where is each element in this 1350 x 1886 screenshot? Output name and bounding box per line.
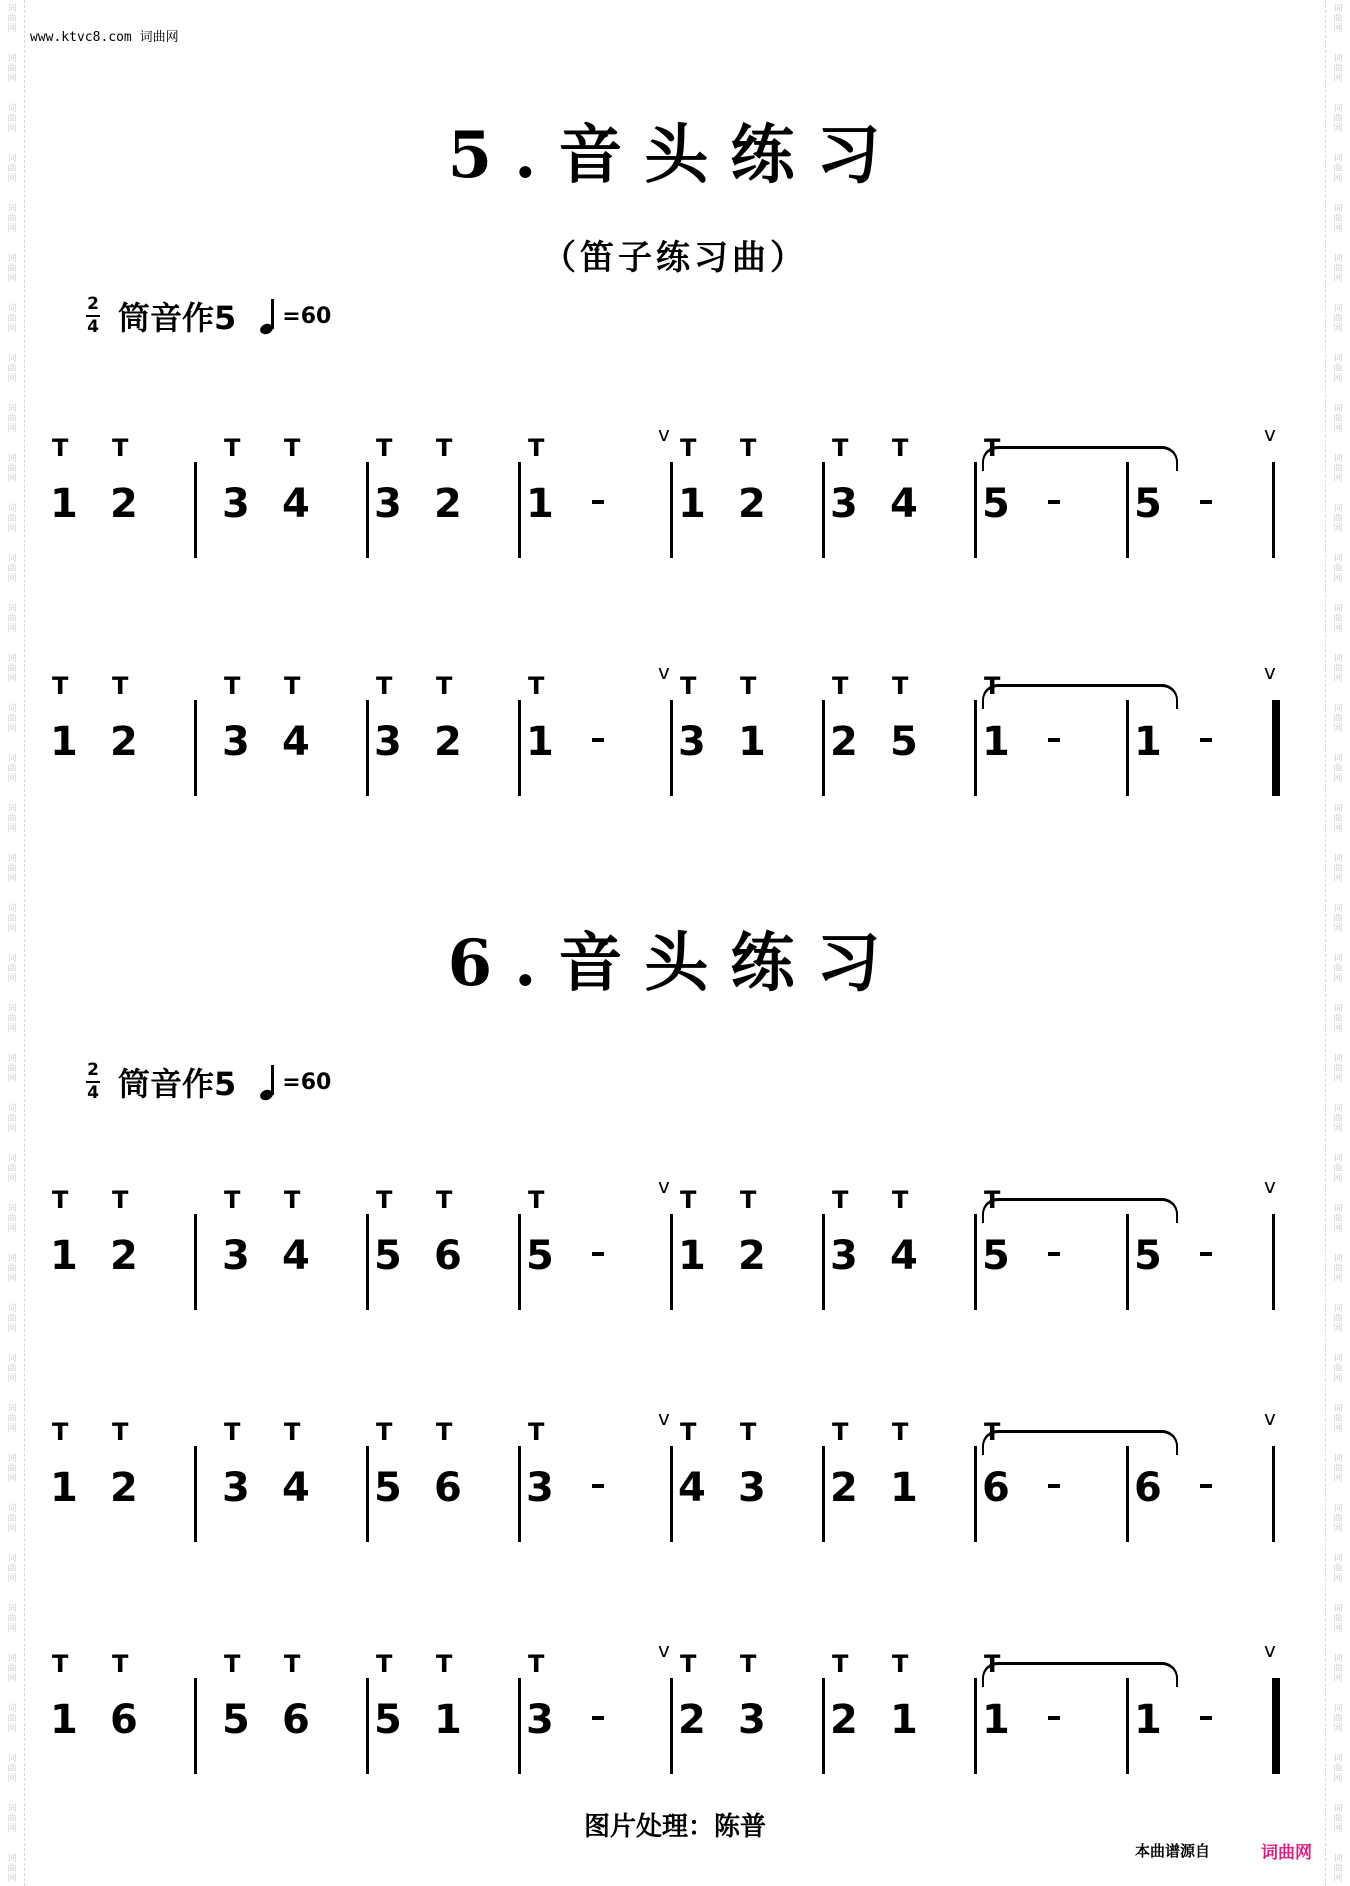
note-digit: 4 [678, 1465, 706, 1511]
barline [974, 1678, 977, 1774]
image-credit: 图片处理：陈普 [583, 1812, 766, 1842]
tongue-mark: T [436, 672, 453, 700]
note-digit: 6 [282, 1697, 310, 1743]
watermark-text: 词 曲 网 [7, 904, 17, 934]
barline [366, 462, 369, 558]
watermark-text: 词 曲 网 [7, 54, 17, 84]
tongue-mark: T [224, 1650, 241, 1678]
barline [670, 1214, 673, 1310]
time-signature-bottom: 4 [87, 317, 99, 337]
watermark-text: 词 曲 网 [1333, 4, 1343, 34]
note-digit: 3 [374, 481, 402, 527]
watermark-text: 词 曲 网 [7, 1154, 17, 1184]
barline [822, 462, 825, 558]
note-digit: 1 [434, 1697, 462, 1743]
watermark-text: 词 曲 网 [1333, 1204, 1343, 1234]
note-digit: 5 [374, 1465, 402, 1511]
note-digit: 5 [374, 1697, 402, 1743]
watermark-text: 词 曲 网 [1333, 454, 1343, 484]
watermark-text: 词 曲 网 [7, 1504, 17, 1534]
tongue-mark: T [112, 434, 129, 462]
tongue-mark: T [832, 672, 849, 700]
note-digit: 3 [222, 1465, 250, 1511]
watermark-text: 词 曲 网 [1333, 254, 1343, 284]
note-digit: 3 [222, 481, 250, 527]
watermark-text: 词 曲 网 [7, 1054, 17, 1084]
barline [822, 1446, 825, 1542]
tongue-mark: T [436, 434, 453, 462]
tongue-mark: T [680, 1186, 697, 1214]
barline [366, 1446, 369, 1542]
tongue-mark: T [528, 434, 545, 462]
tongue-mark: T [892, 1186, 909, 1214]
barline [670, 700, 673, 796]
watermark-text: 词 曲 网 [7, 1354, 17, 1384]
note-digit: 6 [434, 1233, 462, 1279]
sustain-dash [1200, 738, 1212, 742]
exercise6-meta [86, 1052, 331, 1112]
barline [822, 1214, 825, 1310]
final-barline [1272, 700, 1280, 796]
watermark-text: 词 曲 网 [7, 154, 17, 184]
barline [1126, 700, 1129, 796]
watermark-text: 词 曲 网 [7, 654, 17, 684]
note-digit: 1 [50, 1465, 78, 1511]
tongue-mark: T [224, 1418, 241, 1446]
watermark-text: 词 曲 网 [1333, 1804, 1343, 1834]
final-barline [1272, 1678, 1280, 1774]
watermark-text: 词 曲 网 [7, 754, 17, 784]
watermark-text: 词 曲 网 [1333, 1054, 1343, 1084]
exercise6-row3 [50, 1638, 1276, 1782]
tongue-mark: T [376, 1186, 393, 1214]
sustain-dash [1048, 738, 1060, 742]
key-label: 筒音作5 [118, 1065, 237, 1103]
barline [194, 1678, 197, 1774]
tongue-mark: T [376, 1418, 393, 1446]
watermark-text: 词 曲 网 [1333, 804, 1343, 834]
barline [518, 1678, 521, 1774]
exercise5-title: 5.音头练习 [447, 118, 903, 193]
watermark-text: 词 曲 网 [7, 554, 17, 584]
quarter-note-icon [260, 1064, 278, 1100]
watermark-text: 词 曲 网 [1333, 54, 1343, 84]
breath-mark: v [658, 422, 670, 446]
note-digit: 3 [830, 1233, 858, 1279]
tongue-mark: T [376, 1650, 393, 1678]
tongue-mark: T [832, 1650, 849, 1678]
tongue-mark: T [52, 672, 69, 700]
watermark-text: 词 曲 网 [7, 4, 17, 34]
barline [366, 1678, 369, 1774]
note-digit: 5 [1134, 481, 1162, 527]
tongue-mark: T [984, 1186, 1001, 1214]
watermark-text: 词 曲 网 [1333, 354, 1343, 384]
slur-tie [982, 684, 1178, 709]
watermark-text: 词 曲 网 [1333, 1454, 1343, 1484]
tongue-mark: T [984, 672, 1001, 700]
watermark-text: 词 曲 网 [7, 304, 17, 334]
tongue-mark: T [376, 434, 393, 462]
tongue-mark: T [112, 1186, 129, 1214]
tongue-mark: T [740, 672, 757, 700]
note-digit: 2 [110, 719, 138, 765]
sustain-dash [592, 1716, 604, 1720]
watermark-text: 词 曲 网 [7, 454, 17, 484]
note-digit: 1 [1134, 719, 1162, 765]
header-url: www.ktvc8.com 词曲网 [30, 30, 179, 45]
note-digit: 6 [1134, 1465, 1162, 1511]
sustain-dash [1048, 500, 1060, 504]
tongue-mark: T [224, 672, 241, 700]
tongue-mark: T [284, 1418, 301, 1446]
note-digit: 1 [678, 1233, 706, 1279]
tongue-mark: T [892, 1650, 909, 1678]
barline [194, 1214, 197, 1310]
watermark-text: 词 曲 网 [7, 1204, 17, 1234]
barline [366, 700, 369, 796]
note-digit: 2 [738, 481, 766, 527]
watermark-text: 词 曲 网 [7, 1754, 17, 1784]
watermark-text: 词 曲 网 [1333, 554, 1343, 584]
watermark-text: 词 曲 网 [1333, 654, 1343, 684]
note-digit: 5 [982, 1233, 1010, 1279]
watermark-text: 词 曲 网 [1333, 754, 1343, 784]
tongue-mark: T [436, 1186, 453, 1214]
barline [974, 1446, 977, 1542]
time-signature [86, 1062, 100, 1102]
watermark-text: 词 曲 网 [1333, 1654, 1343, 1684]
note-digit: 2 [110, 1465, 138, 1511]
watermark-text: 词 曲 网 [7, 504, 17, 534]
barline [974, 700, 977, 796]
watermark-text: 词 曲 网 [1333, 604, 1343, 634]
exercise5-row1 [50, 422, 1276, 566]
watermark-text: 词 曲 网 [1333, 504, 1343, 534]
note-digit: 4 [282, 719, 310, 765]
watermark-text: 词 曲 网 [1333, 854, 1343, 884]
watermark-text: 词 曲 网 [1333, 1404, 1343, 1434]
breath-mark: v [1264, 1406, 1276, 1430]
watermark-text: 词 曲 网 [7, 1704, 17, 1734]
note-digit: 2 [830, 1697, 858, 1743]
sustain-dash [592, 1252, 604, 1256]
barline [194, 462, 197, 558]
sustain-dash [1048, 1484, 1060, 1488]
watermark-text: 词 曲 网 [7, 1854, 17, 1884]
exercise6-title: 6.音头练习 [447, 926, 903, 1001]
sustain-dash [1200, 1716, 1212, 1720]
tongue-mark: T [528, 672, 545, 700]
watermark-text: 词 曲 网 [7, 1804, 17, 1834]
barline [670, 1678, 673, 1774]
watermark-text: 词 曲 网 [1333, 204, 1343, 234]
note-digit: 6 [982, 1465, 1010, 1511]
breath-mark: v [658, 660, 670, 684]
note-digit: 2 [110, 481, 138, 527]
watermark-text: 词 曲 网 [1333, 904, 1343, 934]
tongue-mark: T [528, 1650, 545, 1678]
tempo-label: =60 [282, 1069, 332, 1095]
watermark-text: 词 曲 网 [7, 1654, 17, 1684]
exercise6-row2 [50, 1406, 1276, 1550]
time-signature-top: 2 [87, 1060, 99, 1080]
barline [1126, 462, 1129, 558]
note-digit: 1 [678, 481, 706, 527]
tongue-mark: T [528, 1186, 545, 1214]
sustain-dash [1048, 1716, 1060, 1720]
barline [822, 1678, 825, 1774]
tongue-mark: T [892, 672, 909, 700]
watermark-text: 词 曲 网 [1333, 1504, 1343, 1534]
note-digit: 3 [222, 1233, 250, 1279]
barline [1272, 1214, 1275, 1310]
watermark-text: 词 曲 网 [1333, 154, 1343, 184]
watermark-text: 词 曲 网 [1333, 1604, 1343, 1634]
tongue-mark: T [832, 434, 849, 462]
key-label: 筒音作5 [118, 299, 237, 337]
barline [974, 462, 977, 558]
time-signature [86, 296, 100, 336]
watermark-text: 词 曲 网 [7, 1554, 17, 1584]
sustain-dash [592, 1484, 604, 1488]
watermark-text: 词 曲 网 [7, 1454, 17, 1484]
tongue-mark: T [892, 1418, 909, 1446]
note-digit: 1 [982, 1697, 1010, 1743]
breath-mark: v [658, 1406, 670, 1430]
note-digit: 1 [526, 481, 554, 527]
note-digit: 2 [738, 1233, 766, 1279]
tongue-mark: T [112, 1650, 129, 1678]
watermark-text: 词 曲 网 [1333, 1104, 1343, 1134]
tongue-mark: T [52, 1418, 69, 1446]
breath-mark: v [1264, 1638, 1276, 1662]
time-signature-bottom: 4 [87, 1083, 99, 1103]
barline [518, 1446, 521, 1542]
note-digit: 2 [434, 719, 462, 765]
watermark-text: 词 曲 网 [7, 404, 17, 434]
watermark-text: 词 曲 网 [1333, 704, 1343, 734]
tongue-mark: T [376, 672, 393, 700]
barline [1126, 1446, 1129, 1542]
watermark-text: 词 曲 网 [1333, 1004, 1343, 1034]
tongue-mark: T [284, 672, 301, 700]
tongue-mark: T [436, 1650, 453, 1678]
note-digit: 1 [982, 719, 1010, 765]
exercise5-subtitle: （笛子练习曲） [542, 238, 808, 278]
sustain-dash [1200, 1484, 1212, 1488]
sustain-dash [1200, 1252, 1212, 1256]
watermark-text: 词 曲 网 [1333, 404, 1343, 434]
note-digit: 4 [282, 481, 310, 527]
note-digit: 3 [738, 1697, 766, 1743]
note-digit: 1 [50, 719, 78, 765]
watermark-text: 词 曲 网 [7, 204, 17, 234]
note-digit: 1 [890, 1465, 918, 1511]
note-digit: 2 [830, 719, 858, 765]
barline [194, 1446, 197, 1542]
tongue-mark: T [984, 434, 1001, 462]
tongue-mark: T [224, 434, 241, 462]
note-digit: 3 [678, 719, 706, 765]
tongue-mark: T [740, 1418, 757, 1446]
time-signature-top: 2 [87, 294, 99, 314]
quarter-note-icon [260, 298, 278, 334]
tongue-mark: T [740, 434, 757, 462]
note-digit: 4 [890, 1233, 918, 1279]
exercise5-row2 [50, 660, 1276, 804]
barline [670, 1446, 673, 1542]
note-digit: 5 [1134, 1233, 1162, 1279]
note-digit: 2 [678, 1697, 706, 1743]
tongue-mark: T [436, 1418, 453, 1446]
barline [822, 700, 825, 796]
barline [366, 1214, 369, 1310]
tongue-mark: T [52, 1186, 69, 1214]
tongue-mark: T [284, 1650, 301, 1678]
tongue-mark: T [740, 1650, 757, 1678]
watermark-text: 词 曲 网 [7, 104, 17, 134]
breath-mark: v [1264, 1174, 1276, 1198]
barline [1272, 1446, 1275, 1542]
tongue-mark: T [984, 1418, 1001, 1446]
barline [518, 1214, 521, 1310]
barline [1126, 1214, 1129, 1310]
barline [1126, 1678, 1129, 1774]
tongue-mark: T [832, 1418, 849, 1446]
note-digit: 6 [434, 1465, 462, 1511]
tongue-mark: T [224, 1186, 241, 1214]
sustain-dash [1200, 500, 1212, 504]
note-digit: 3 [374, 719, 402, 765]
tongue-mark: T [740, 1186, 757, 1214]
note-digit: 3 [526, 1697, 554, 1743]
note-digit: 5 [374, 1233, 402, 1279]
exercise6-row1 [50, 1174, 1276, 1318]
tongue-mark: T [52, 434, 69, 462]
sustain-dash [1048, 1252, 1060, 1256]
note-digit: 1 [50, 481, 78, 527]
tongue-mark: T [112, 672, 129, 700]
tongue-mark: T [680, 672, 697, 700]
tongue-mark: T [984, 1650, 1001, 1678]
watermark-text: 词 曲 网 [7, 804, 17, 834]
watermark-text: 词 曲 网 [1333, 104, 1343, 134]
note-digit: 2 [110, 1233, 138, 1279]
note-digit: 5 [890, 719, 918, 765]
watermark-text: 词 曲 网 [1333, 1304, 1343, 1334]
note-digit: 3 [830, 481, 858, 527]
barline [194, 700, 197, 796]
watermark-text: 词 曲 网 [7, 254, 17, 284]
watermark-text: 词 曲 网 [1333, 1704, 1343, 1734]
note-digit: 3 [222, 719, 250, 765]
slur-tie [982, 1198, 1178, 1223]
watermark-text: 词 曲 网 [1333, 1154, 1343, 1184]
tongue-mark: T [284, 1186, 301, 1214]
tongue-mark: T [680, 434, 697, 462]
watermark-text: 词 曲 网 [7, 1004, 17, 1034]
breath-mark: v [1264, 660, 1276, 684]
note-digit: 1 [738, 719, 766, 765]
breath-mark: v [1264, 422, 1276, 446]
tongue-mark: T [892, 434, 909, 462]
barline [518, 462, 521, 558]
tongue-mark: T [832, 1186, 849, 1214]
watermark-text: 词 曲 网 [1333, 1754, 1343, 1784]
note-digit: 6 [110, 1697, 138, 1743]
exercise5-meta [86, 286, 331, 346]
watermark-text: 词 曲 网 [1333, 1554, 1343, 1584]
note-digit: 5 [222, 1697, 250, 1743]
sustain-dash [592, 738, 604, 742]
note-digit: 1 [890, 1697, 918, 1743]
slur-tie [982, 1430, 1178, 1455]
slur-tie [982, 1662, 1178, 1687]
watermark-text: 词 曲 网 [1333, 304, 1343, 334]
watermark-text: 词 曲 网 [1333, 1254, 1343, 1284]
tongue-mark: T [112, 1418, 129, 1446]
source-label: 本曲谱源自 [1134, 1842, 1210, 1860]
watermark-text: 词 曲 网 [7, 1254, 17, 1284]
note-digit: 5 [526, 1233, 554, 1279]
watermark-text: 词 曲 网 [7, 704, 17, 734]
site-logo: 词曲网 [1261, 1843, 1312, 1863]
note-digit: 1 [50, 1697, 78, 1743]
watermark-text: 词 曲 网 [7, 954, 17, 984]
watermark-text: 词 曲 网 [7, 354, 17, 384]
note-digit: 1 [1134, 1697, 1162, 1743]
watermark-text: 词 曲 网 [7, 604, 17, 634]
note-digit: 2 [830, 1465, 858, 1511]
note-digit: 4 [282, 1465, 310, 1511]
tongue-mark: T [52, 1650, 69, 1678]
watermark-text: 词 曲 网 [1333, 1354, 1343, 1384]
note-digit: 1 [526, 719, 554, 765]
breath-mark: v [658, 1638, 670, 1662]
barline [518, 700, 521, 796]
watermark-text: 词 曲 网 [7, 1404, 17, 1434]
tongue-mark: T [680, 1650, 697, 1678]
slur-tie [982, 446, 1178, 471]
barline [974, 1214, 977, 1310]
tongue-mark: T [528, 1418, 545, 1446]
watermark-text: 词 曲 网 [7, 1304, 17, 1334]
watermark-text: 词 曲 网 [1333, 1854, 1343, 1884]
note-digit: 3 [526, 1465, 554, 1511]
watermark-text: 词 曲 网 [1333, 954, 1343, 984]
note-digit: 5 [982, 481, 1010, 527]
watermark-text: 词 曲 网 [7, 1604, 17, 1634]
note-digit: 4 [282, 1233, 310, 1279]
note-digit: 2 [434, 481, 462, 527]
watermark-text: 词 曲 网 [7, 1104, 17, 1134]
note-digit: 1 [50, 1233, 78, 1279]
tempo-label: =60 [282, 303, 332, 329]
tongue-mark: T [284, 434, 301, 462]
tongue-mark: T [680, 1418, 697, 1446]
watermark-text: 词 曲 网 [7, 854, 17, 884]
barline [1272, 462, 1275, 558]
note-digit: 4 [890, 481, 918, 527]
barline [670, 462, 673, 558]
breath-mark: v [658, 1174, 670, 1198]
note-digit: 3 [738, 1465, 766, 1511]
sustain-dash [592, 500, 604, 504]
